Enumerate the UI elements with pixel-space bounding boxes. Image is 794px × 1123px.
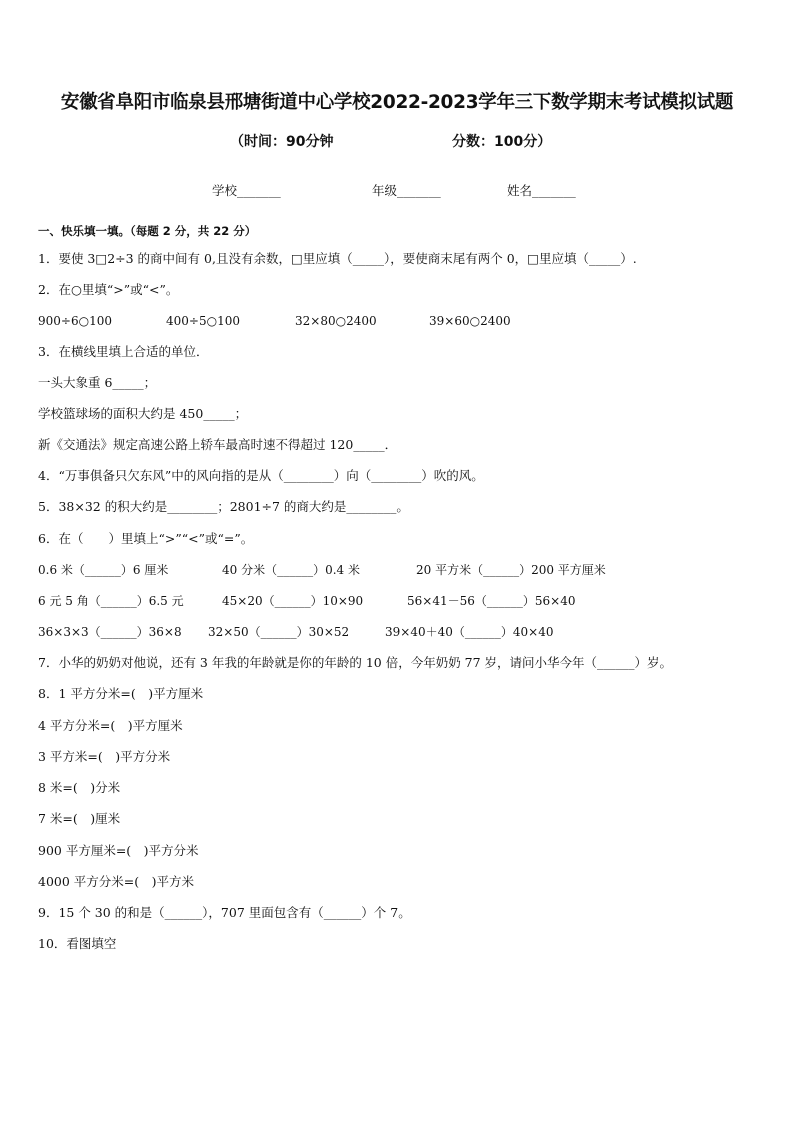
exam-score: 分数：100分） [452, 134, 552, 150]
q2-item: 32×80○2400 [295, 314, 377, 328]
q8-line: 4000 平方分米=( )平方米 [38, 874, 195, 889]
question-10: 10．看图填空 [38, 936, 117, 951]
question-7: 7．小华的奶奶对他说，还有 3 年我的年龄就是你的年龄的 10 倍，今年奶奶 77 岁，请问小华今年（______）岁。 [38, 655, 673, 670]
q6-item: 20 平方米（______）200 平方厘米 [416, 563, 606, 577]
q6-item: 6 元 5 角（______）6.5 元 [38, 594, 184, 608]
question-6: 6．在（ ）里填上“>”“<”或“=”。 [38, 531, 254, 546]
q6-item: 56×41－56（______）56×40 [407, 594, 576, 608]
q8-line: 3 平方米=( )平方分米 [38, 749, 171, 764]
q6-item: 0.6 米（______）6 厘米 [38, 563, 169, 577]
q6-item: 39×40＋40（______）40×40 [385, 625, 554, 639]
exam-time: （时间：90分钟 [230, 134, 334, 150]
q2-item: 39×60○2400 [429, 314, 511, 328]
name-field: 姓名_______ [507, 183, 576, 198]
question-4: 4．“万事俱备只欠东风”中的风向指的是从（________）向（________）吹的风。 [38, 468, 484, 483]
question-9: 9．15 个 30 的和是（______），707 里面包含有（______）个 7。 [38, 905, 411, 920]
q8-line: 7 米=( )厘米 [38, 811, 121, 826]
q8-line: 8 米=( )分米 [38, 780, 121, 795]
question-2: 2．在○里填“>”或“<”。 [38, 282, 179, 297]
q2-item: 900÷6○100 [38, 314, 112, 328]
question-5: 5．38×32 的积大约是________；2801÷7 的商大约是________。 [38, 499, 409, 514]
grade-field: 年级_______ [372, 183, 441, 198]
section-heading: 一、快乐填一填。（每题 2 分，共 22 分） [38, 224, 257, 238]
q3-line: 一头大象重 6_____； [38, 375, 157, 390]
q8-line: 900 平方厘米=( )平方分米 [38, 843, 199, 858]
question-1: 1．要使 3□2÷3 的商中间有 0,且没有余数，□里应填（_____），要使商末尾有两个 0，□里应填（_____）. [38, 251, 637, 266]
q6-item: 36×3×3（______）36×8 [38, 625, 182, 639]
question-3: 3．在横线里填上合适的单位． [38, 344, 209, 359]
question-8: 8．1 平方分米=( )平方厘米 [38, 686, 204, 701]
q8-line: 4 平方分米=( )平方厘米 [38, 718, 183, 733]
q3-line: 学校篮球场的面积大约是 450_____； [38, 406, 248, 421]
page-title: 安徽省阜阳市临泉县邢塘街道中心学校2022-2023学年三下数学期末考试模拟试题 [60, 92, 734, 113]
q6-item: 40 分米（______）0.4 米 [222, 563, 360, 577]
school-field: 学校_______ [212, 183, 281, 198]
q6-item: 32×50（______）30×52 [208, 625, 350, 639]
q3-line: 新《交通法》规定高速公路上轿车最高时速不得超过 120_____． [38, 437, 398, 452]
q2-item: 400÷5○100 [166, 314, 240, 328]
q6-item: 45×20（______）10×90 [222, 594, 364, 608]
